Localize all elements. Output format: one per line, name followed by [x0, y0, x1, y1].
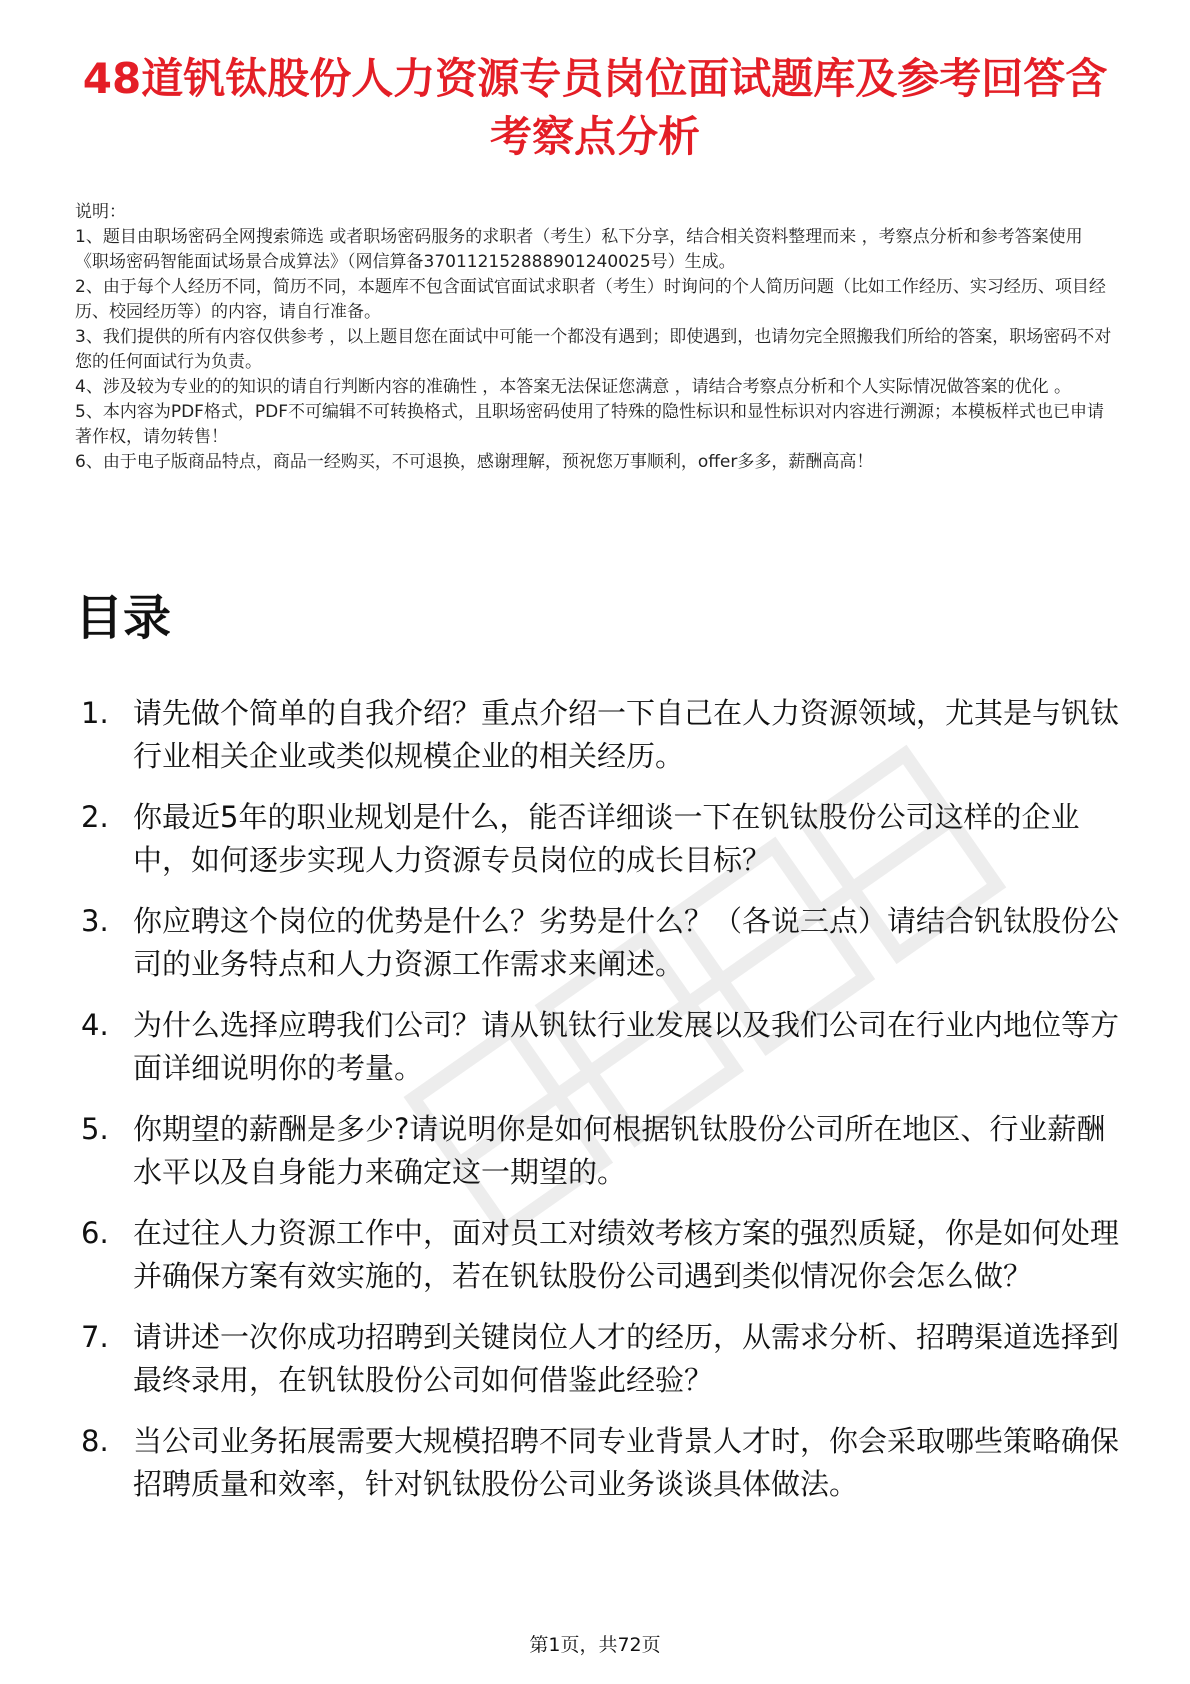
toc-item-text: 你期望的薪酬是多少?请说明你是如何根据钒钛股份公司所在地区、行业薪酬水平以及自身能力来确定这一期望的。	[133, 1112, 1106, 1189]
toc-item-text: 你应聘这个岗位的优势是什么？劣势是什么？（各说三点）请结合钒钛股份公司的业务特点和人力资源工作需求来阐述。	[133, 904, 1120, 981]
document-title: 48道钒钛股份人力资源专员岗位面试题库及参考回答含考察点分析	[82, 54, 1108, 161]
toc-item	[75, 1004, 1125, 1090]
toc-item-number: 1.	[81, 696, 109, 730]
toc-item	[75, 1316, 1125, 1402]
toc-item-text: 你最近5年的职业规划是什么，能否详细谈一下在钒钛股份公司这样的企业中，如何逐步实现人力资源专员岗位的成长目标？	[133, 800, 1080, 877]
toc-item-text: 请先做个简单的自我介绍？重点介绍一下自己在人力资源领域，尤其是与钒钛行业相关企业或类似规模企业的相关经历。	[133, 696, 1120, 773]
note-item: 5、本内容为PDF格式，PDF不可编辑不可转换格式，且职场密码使用了特殊的隐性标识和显性标识对内容进行溯源；本模板样式也已申请著作权，请勿转售！	[75, 402, 1105, 447]
toc-item-number: 2.	[81, 800, 109, 834]
toc-item-number: 6.	[81, 1216, 109, 1250]
note-item: 1、题目由职场密码全网搜索筛选 或者职场密码服务的求职者（考生）私下分享，结合相关资料整理而来 ，考察点分析和参考答案使用《职场密码智能面试场景合成算法》（网信算备370112152888901240025号）生成。	[75, 227, 1083, 272]
toc-list	[75, 692, 1125, 1524]
toc-item-text: 在过往人力资源工作中，面对员工对绩效考核方案的强烈质疑，你是如何处理并确保方案有效实施的，若在钒钛股份公司遇到类似情况你会怎么做？	[133, 1216, 1120, 1293]
toc-item	[75, 796, 1125, 882]
toc-item-text: 当公司业务拓展需要大规模招聘不同专业背景人才时，你会采取哪些策略确保招聘质量和效率，针对钒钛股份公司业务谈谈具体做法。	[133, 1424, 1120, 1501]
toc-item	[75, 900, 1125, 986]
note-item: 6、由于电子版商品特点，商品一经购买，不可退换，感谢理解，预祝您万事顺利，offer多多，薪酬高高！	[75, 452, 874, 472]
toc-item-number: 5.	[81, 1112, 109, 1146]
toc-item	[75, 1108, 1125, 1194]
toc-item	[75, 692, 1125, 778]
toc-item-number: 3.	[81, 904, 109, 938]
toc-item-text: 请讲述一次你成功招聘到关键岗位人才的经历，从需求分析、招聘渠道选择到最终录用，在钒钛股份公司如何借鉴此经验？	[133, 1320, 1120, 1397]
notes-heading: 说明：	[75, 202, 126, 222]
toc-item-number: 4.	[81, 1008, 109, 1042]
notes-section	[75, 200, 1115, 475]
page-footer: 第1页，共72页	[529, 1634, 661, 1656]
toc-item-number: 8.	[81, 1424, 109, 1458]
toc-item	[75, 1420, 1125, 1506]
toc-item	[75, 1212, 1125, 1298]
note-item: 3、我们提供的所有内容仅供参考 ，以上题目您在面试中可能一个都没有遇到；即使遇到，也请勿完全照搬我们所给的答案，职场密码不对您的任何面试行为负责。	[75, 327, 1112, 372]
toc-heading: 目录	[75, 590, 172, 646]
toc-item-number: 7.	[81, 1320, 109, 1354]
note-item: 4、涉及较为专业的的知识的请自行判断内容的准确性 ，本答案无法保证您满意 ，请结合考察点分析和个人实际情况做答案的优化 。	[75, 377, 1072, 397]
note-item: 2、由于每个人经历不同，简历不同，本题库不包含面试官面试求职者（考生）时询问的个人简历问题（比如工作经历、实习经历、项目经历、校园经历等）的内容，请自行准备。	[75, 277, 1106, 322]
toc-item-text: 为什么选择应聘我们公司？请从钒钛行业发展以及我们公司在行业内地位等方面详细说明你的考量。	[133, 1008, 1120, 1085]
